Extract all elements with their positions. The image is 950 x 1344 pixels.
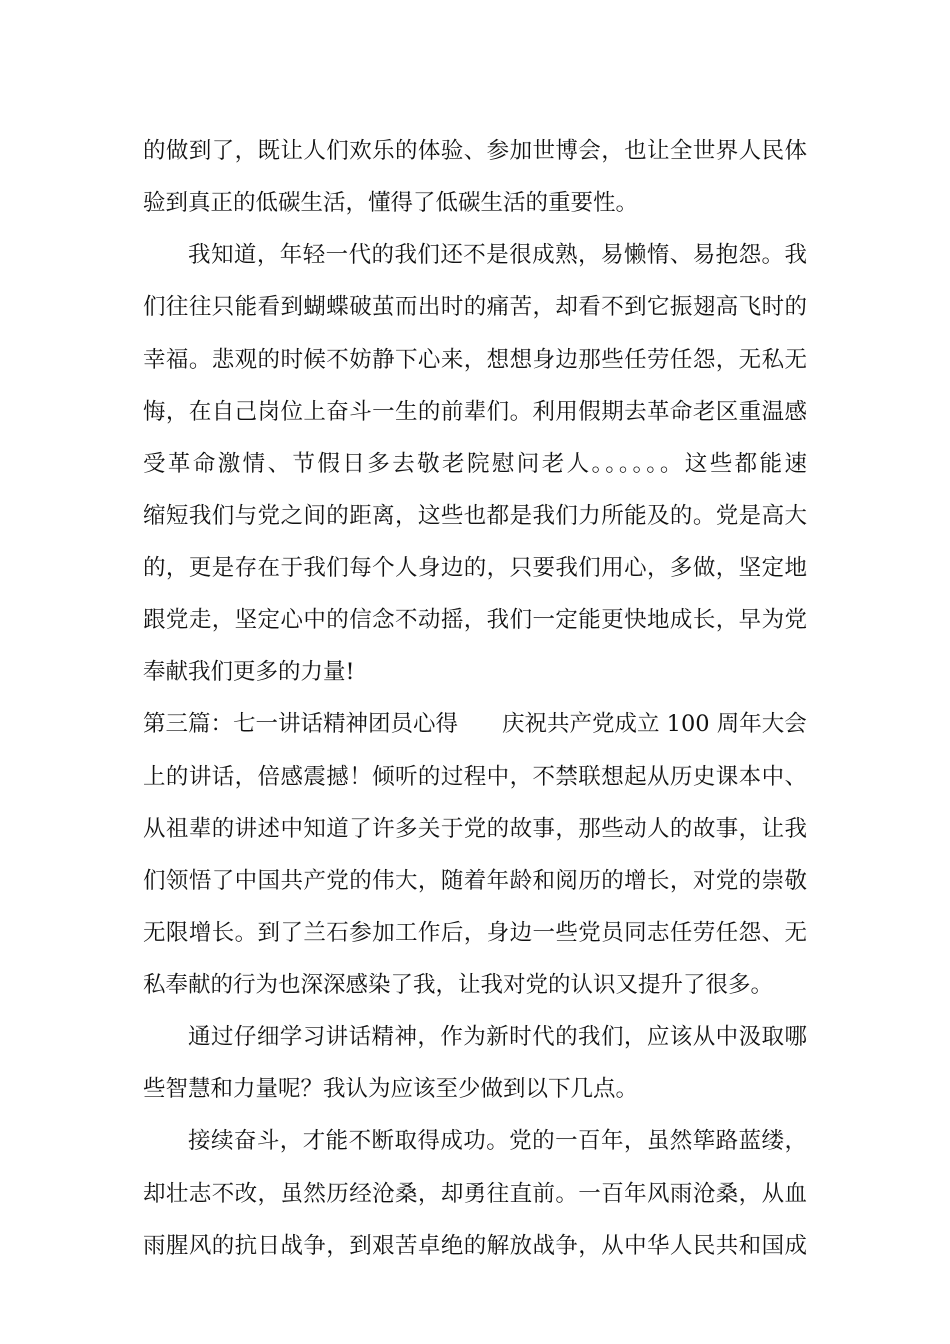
- text-line: 受革命激情、节假日多去敬老院慰问老人。。。。。。这些都能速: [143, 451, 807, 477]
- text-line: 接续奋斗，才能不断取得成功。党的一百年，虽然筚路蓝缕，: [188, 1128, 807, 1154]
- text-line: 上的讲话，倍感震撼！倾听的过程中，不禁联想起从历史课本中、: [143, 764, 807, 790]
- text-line: 无限增长。到了兰石参加工作后，身边一些党员同志任劳任怨、无: [143, 920, 807, 946]
- text-line: 雨腥风的抗日战争，到艰苦卓绝的解放战争，从中华人民共和国成: [143, 1233, 807, 1259]
- text-line: 私奉献的行为也深深感染了我，让我对党的认识又提升了很多。: [143, 972, 774, 998]
- text-line: 幸福。悲观的时候不妨静下心来，想想身边那些任劳任怨，无私无: [143, 347, 807, 373]
- text-line: 的，更是存在于我们每个人身边的，只要我们用心，多做，坚定地: [143, 555, 807, 581]
- text-line: 从祖辈的讲述中知道了许多关于党的故事，那些动人的故事，让我: [143, 816, 807, 842]
- text-line: 奉献我们更多的力量!: [143, 659, 355, 685]
- text-line: 跟党走，坚定心中的信念不动摇，我们一定能更快地成长，早为党: [143, 607, 807, 633]
- text-line: 我知道，年轻一代的我们还不是很成熟，易懒惰、易抱怨。我: [188, 242, 807, 268]
- text-line: 们领悟了中国共产党的伟大，随着年龄和阅历的增长，对党的崇敬: [143, 868, 807, 894]
- section-heading-line: [143, 709, 807, 739]
- text-line: 的做到了，既让人们欢乐的体验、参加世博会，也让全世界人民体: [143, 138, 807, 164]
- text-line: 些智慧和力量呢？我认为应该至少做到以下几点。: [143, 1076, 639, 1102]
- text-line: 验到真正的低碳生活，懂得了低碳生活的重要性。: [143, 190, 639, 216]
- section-heading: 第三篇：七一讲话精神团员心得: [143, 711, 459, 737]
- text-line: 缩短我们与党之间的距离，这些也都是我们力所能及的。党是高大: [143, 503, 807, 529]
- text-line: 却壮志不改，虽然历经沧桑，却勇往直前。一百年风雨沧桑，从血: [143, 1181, 807, 1207]
- heading-continuation: 庆祝共产党成立 100 周年大会: [502, 711, 807, 737]
- text-line: 们往往只能看到蝴蝶破茧而出时的痛苦，却看不到它振翅高飞时的: [143, 294, 807, 320]
- text-line: 悔，在自己岗位上奋斗一生的前辈们。利用假期去革命老区重温感: [143, 399, 807, 425]
- text-line: 通过仔细学习讲话精神，作为新时代的我们，应该从中汲取哪: [188, 1024, 807, 1050]
